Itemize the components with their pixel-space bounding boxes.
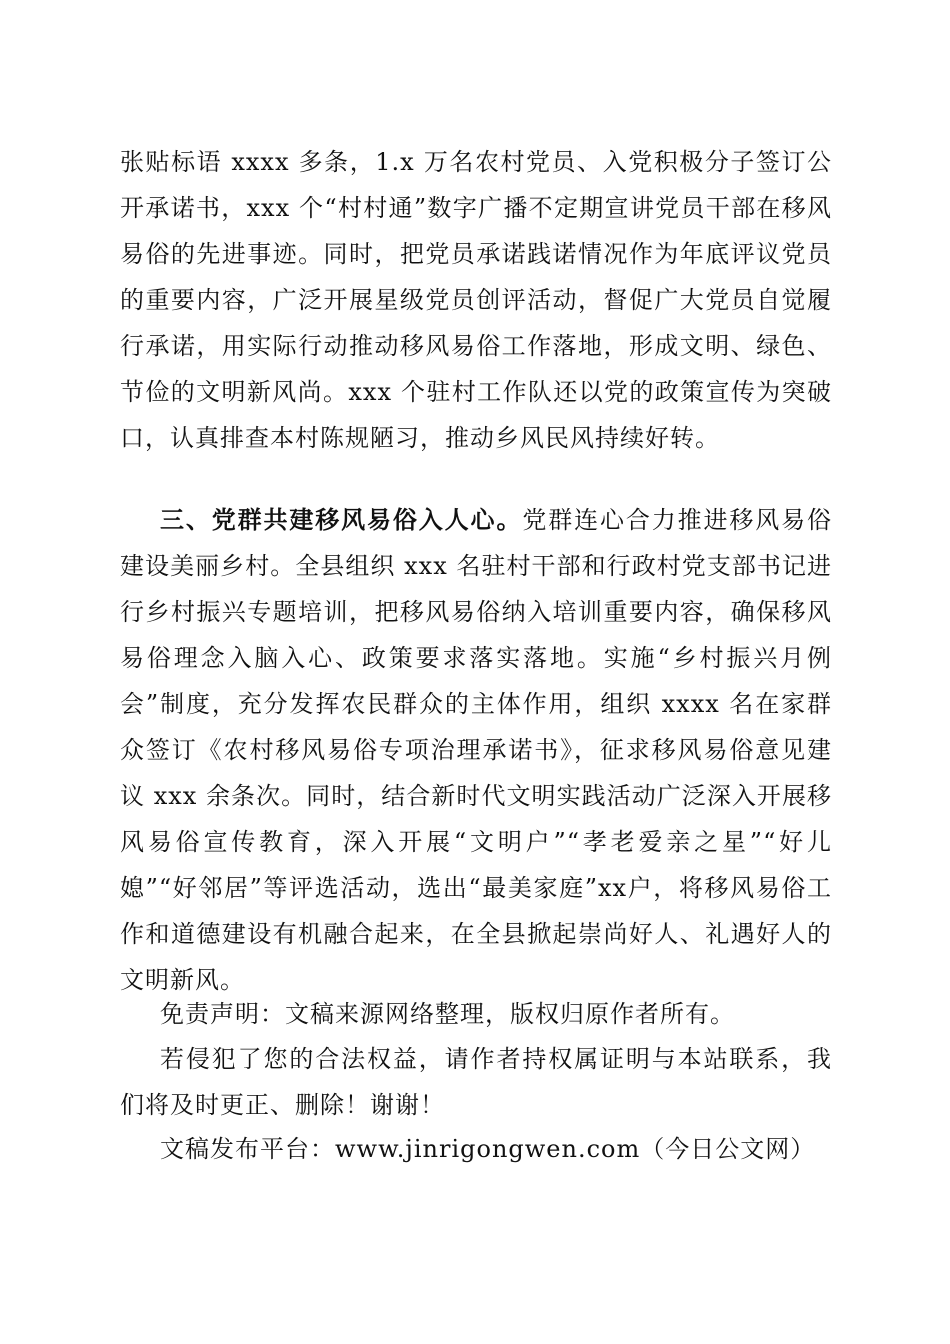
paragraph-section-three (120, 497, 832, 1003)
section-heading: 三、党群共建移风易俗入人心。 (160, 506, 523, 534)
section-body: 党群连心合力推进移风易俗建设美丽乡村。全县组织 xxx 名驻村干部和行政村党支部书记进行乡村振兴专题培训，把移风易俗纳入培训重要内容，确保移风易俗理念入脑入心、政策要求落实落地。实施“乡村振兴月例会”制度，充分发挥农民群众的主体作用，组织 xxxx 名在家群众签订《农村移风易俗专项治理承诺书》，征求移风易俗意见建议 xxx 余条次。同时，结合新时代文明实践活动广泛深入开展移风易俗宣传教育，深入开展“文明户”“孝老爱亲之星”“好儿媳”“好邻居”等评选活动，选出“最美家庭”xx户，将移风易俗工作和道德建设有机融合起来，在全县掀起崇尚好人、礼遇好人的文明新风。 (120, 506, 833, 994)
disclaimer-line: 免责声明：文稿来源网络整理，版权归原作者所有。 (160, 1000, 735, 1028)
disclaimer-contact: 若侵犯了您的合法权益，请作者持权属证明与本站联系，我们将及时更正、删除！谢谢！ (120, 1045, 832, 1119)
publish-platform: 文稿发布平台：www.jinrigongwen.com（今日公文网） (160, 1135, 816, 1163)
paragraph-party-commitment: 张贴标语 xxxx 多条，1.x 万名农村党员、入党积极分子签订公开承诺书，xxx 个“村村通”数字广播不定期宣讲党员干部在移风易俗的先进事迹。同时，把党员承诺践诺情况作为年底评议党员的重要内容，广泛开展星级党员创评活动，督促广大党员自觉履行承诺，用实际行动推动移风易俗工作落地，形成文明、绿色、节俭的文明新风尚。xxx 个驻村工作队还以党的政策宣传为突破口，认真排查本村陈规陋习，推动乡风民风持续好转。 (120, 148, 832, 452)
